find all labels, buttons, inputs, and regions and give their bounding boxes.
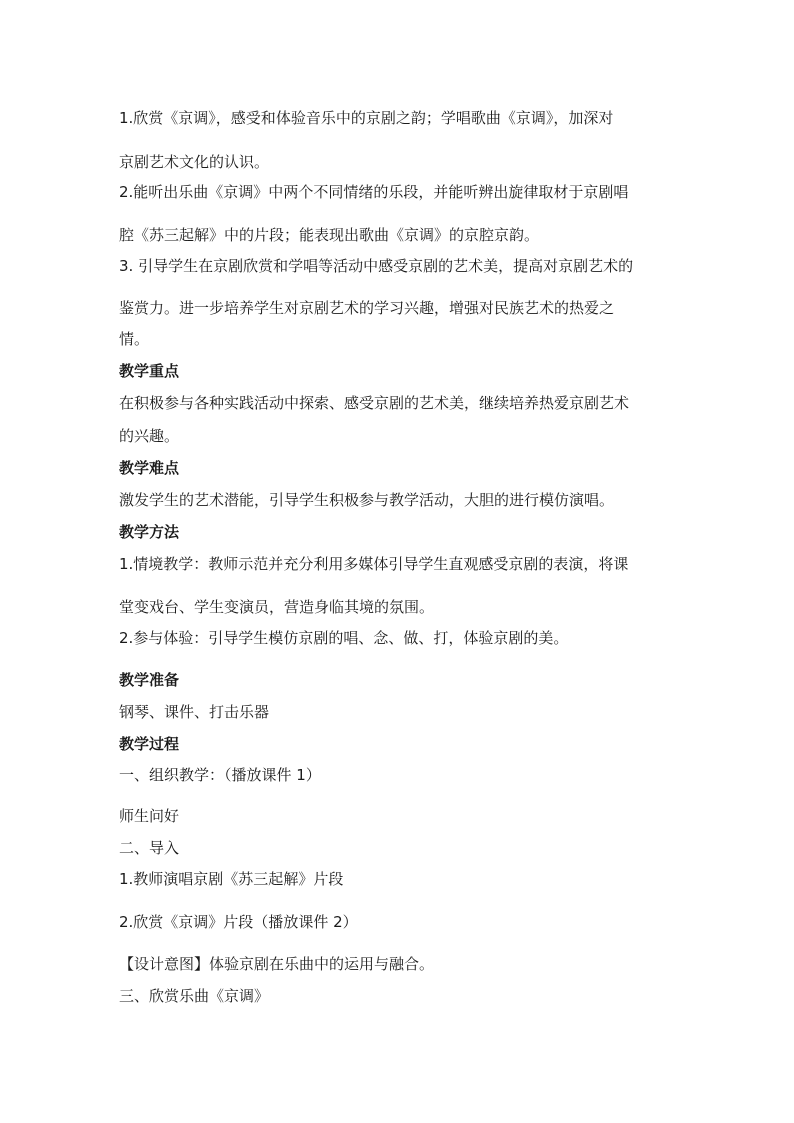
objective-1-line-1: 1.欣赏《京调》，感受和体验音乐中的京剧之韵；学唱歌曲《京调》，加深对 — [119, 109, 614, 127]
preparation-heading: 教学准备 — [119, 671, 180, 689]
methods-heading: 教学方法 — [119, 523, 180, 541]
objective-3-line-1: 3. 引导学生在京剧欣赏和学唱等活动中感受京剧的艺术美，提高对京剧艺术的 — [119, 257, 634, 275]
process-section-2-item-2: 2.欣赏《京调》片段（播放课件 2） — [119, 913, 358, 931]
key-points-line-2: 的兴趣。 — [119, 427, 180, 445]
process-section-1: 一、组织教学：（播放课件 1） — [119, 766, 321, 784]
key-points-heading: 教学重点 — [119, 362, 180, 380]
preparation-line-1: 钢琴、课件、打击乐器 — [119, 703, 270, 721]
objective-2-line-1: 2.能听出乐曲《京调》中两个不同情绪的乐段，并能听辨出旋律取材于京剧唱 — [119, 183, 629, 201]
method-1-line-1: 1.情境教学：教师示范并充分利用多媒体引导学生直观感受京剧的表演，将课 — [119, 555, 629, 573]
process-section-2: 二、导入 — [119, 839, 180, 857]
objective-1-line-2: 京剧艺术文化的认识。 — [119, 153, 270, 171]
process-design-intent: 【设计意图】体验京剧在乐曲中的运用与融合。 — [119, 955, 435, 973]
objective-2-line-2: 腔《苏三起解》中的片段；能表现出歌曲《京调》的京腔京韵。 — [119, 226, 540, 244]
process-heading: 教学过程 — [119, 735, 180, 753]
process-section-3: 三、欣赏乐曲《京调》 — [119, 987, 270, 1005]
method-1-line-2: 堂变戏台、学生变演员，营造身临其境的氛围。 — [119, 598, 435, 616]
objective-3-line-2: 鉴赏力。进一步培养学生对京剧艺术的学习兴趣，增强对民族艺术的热爱之 — [119, 299, 615, 317]
objective-3-line-3: 情。 — [119, 330, 150, 348]
process-section-2-item-1: 1.教师演唱京剧《苏三起解》片段 — [119, 870, 344, 888]
key-points-line-1: 在积极参与各种实践活动中探索、感受京剧的艺术美，继续培养热爱京剧艺术 — [119, 394, 630, 412]
difficulties-line-1: 激发学生的艺术潜能，引导学生积极参与教学活动，大胆的进行模仿演唱。 — [119, 491, 615, 509]
process-section-1-text: 师生问好 — [119, 807, 180, 825]
difficulties-heading: 教学难点 — [119, 459, 180, 477]
method-2-line-1: 2.参与体验：引导学生模仿京剧的唱、念、做、打，体验京剧的美。 — [119, 629, 569, 647]
